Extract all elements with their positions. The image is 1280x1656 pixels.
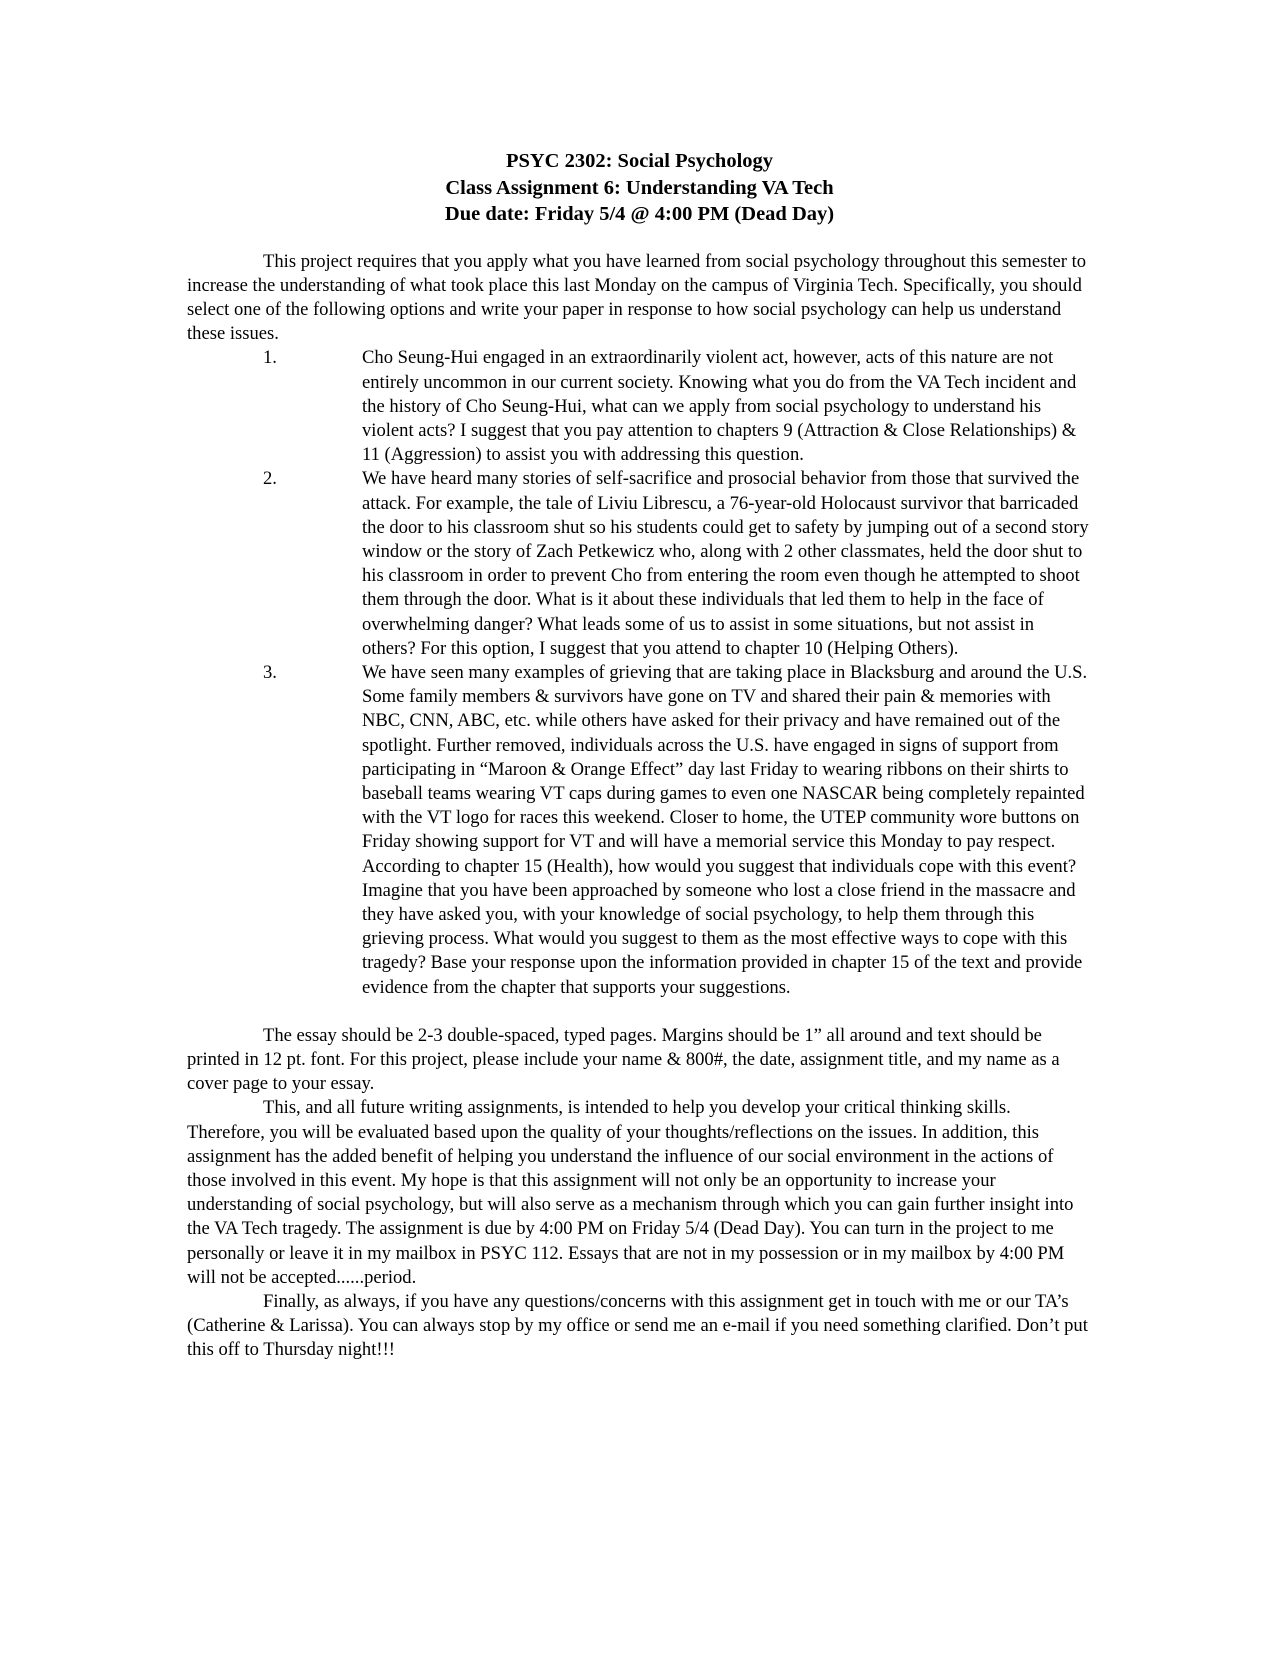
closing-paragraph: Finally, as always, if you have any questions/concerns with this assignment get in touch with me or our TA’s (Catherine & Larissa). You can always stop by my office or send me an e-mail if you need something clarified. Don’t put this off to Thursday night!!! xyxy=(187,1291,1088,1361)
intro-paragraph: This project requires that you apply what you have learned from social psychology throughout this semester to increase the understanding of what took place this last Monday on the campus of Virginia Tech. Specifically, you should select one of the following options and write your paper in response to how social psychology can help us understand these issues. xyxy=(187,250,1087,345)
option-item-3 xyxy=(187,661,1092,1000)
option-number: 3. xyxy=(263,661,277,683)
document-header xyxy=(187,148,1092,228)
option-text: Cho Seung-Hui engaged in an extraordinarily violent act, however, acts of this nature are not entirely uncommon in our current society. Knowing what you do from the VA Tech incident and the history of Cho Seung-Hui, what can we apply from social psychology to understand his violent acts? I suggest that you pay attention to chapters 9 (Attraction & Close Relationships) & 11 (Aggression) to assist you with addressing this question. xyxy=(362,347,1077,466)
document-page xyxy=(187,148,1092,1363)
option-text: We have seen many examples of grieving that are taking place in Blacksburg and around the U.S. Some family members & survivors have gone on TV and shared their pain & memories with NBC, CNN, ABC, etc. while others have asked for their privacy and have remained out of the spotlight. Further removed, individuals across the U.S. have engaged in signs of support from participating in “Maroon & Orange Effect” day last Friday to wearing ribbons on their shirts to baseball teams wearing VT caps during games to even one NASCAR being completely repainted with the VT logo for races this weekend. Closer to home, the UTEP community wore buttons on Friday showing support for VT and will have a memorial service this Monday to pay respect. According to chapter 15 (Health), how would you suggest that individuals cope with this event? Imagine that you have been approached by someone who lost a close friend in the massacre and they have asked you, with your knowledge of social psychology, to help them through this grieving process. What would you suggest to them as the most effective ways to cope with this tragedy? Base your response upon the information provided in chapter 15 of the text and provide evidence from the chapter that supports your suggestions. xyxy=(362,661,1088,998)
option-text: We have heard many stories of self-sacrifice and prosocial behavior from those that survived the attack. For example, the tale of Liviu Librescu, a 76-year-old Holocaust survivor that barricaded the door to his classroom shut so his students could get to safety by jumping out of a second story window or the story of Zach Petkewicz who, along with 2 other classmates, held the door shut to his classroom in order to prevent Cho from entering the room even though he attempted to shoot them through the door. What is it about these individuals that led them to help in the face of overwhelming danger? What leads some of us to assist in some situations, but not assist in others? For this option, I suggest that you attend to chapter 10 (Helping Others). xyxy=(362,468,1089,659)
option-number: 1. xyxy=(263,347,277,369)
option-item-1 xyxy=(187,346,1092,467)
option-number: 2. xyxy=(263,468,277,490)
options-list xyxy=(187,346,1092,999)
paragraph-gap xyxy=(187,1000,1092,1024)
essay-format-paragraph: The essay should be 2-3 double-spaced, typed pages. Margins should be 1” all around and text should be printed in 12 pt. font. For this project, please include your name & 800#, the date, assignment title, and my name as a cover page to your essay. xyxy=(187,1024,1060,1095)
due-date: Due date: Friday 5/4 @ 4:00 PM (Dead Day) xyxy=(444,203,835,225)
purpose-paragraph: This, and all future writing assignments, is intended to help you develop your critical thinking skills. Therefore, you will be evaluated based upon the quality of your thoughts/reflections on the issues. In addition, this assignment has the added benefit of helping you understand the influence of our social environment in the actions of those involved in this event. My hope is that this assignment will not only be an opportunity to increase your understanding of social psychology, but will also serve as a mechanism through which you can gain further insight into the VA Tech tragedy. The assignment is due by 4:00 PM on Friday 5/4 (Dead Day). You can turn in the project to me personally or leave it in my mailbox in PSYC 112. Essays that are not in my possession or in my mailbox by 4:00 PM will not be accepted......period. xyxy=(187,1097,1074,1288)
course-title: PSYC 2302: Social Psychology xyxy=(505,150,774,172)
option-item-2 xyxy=(187,467,1092,661)
assignment-title: Class Assignment 6: Understanding VA Tech xyxy=(445,176,834,199)
